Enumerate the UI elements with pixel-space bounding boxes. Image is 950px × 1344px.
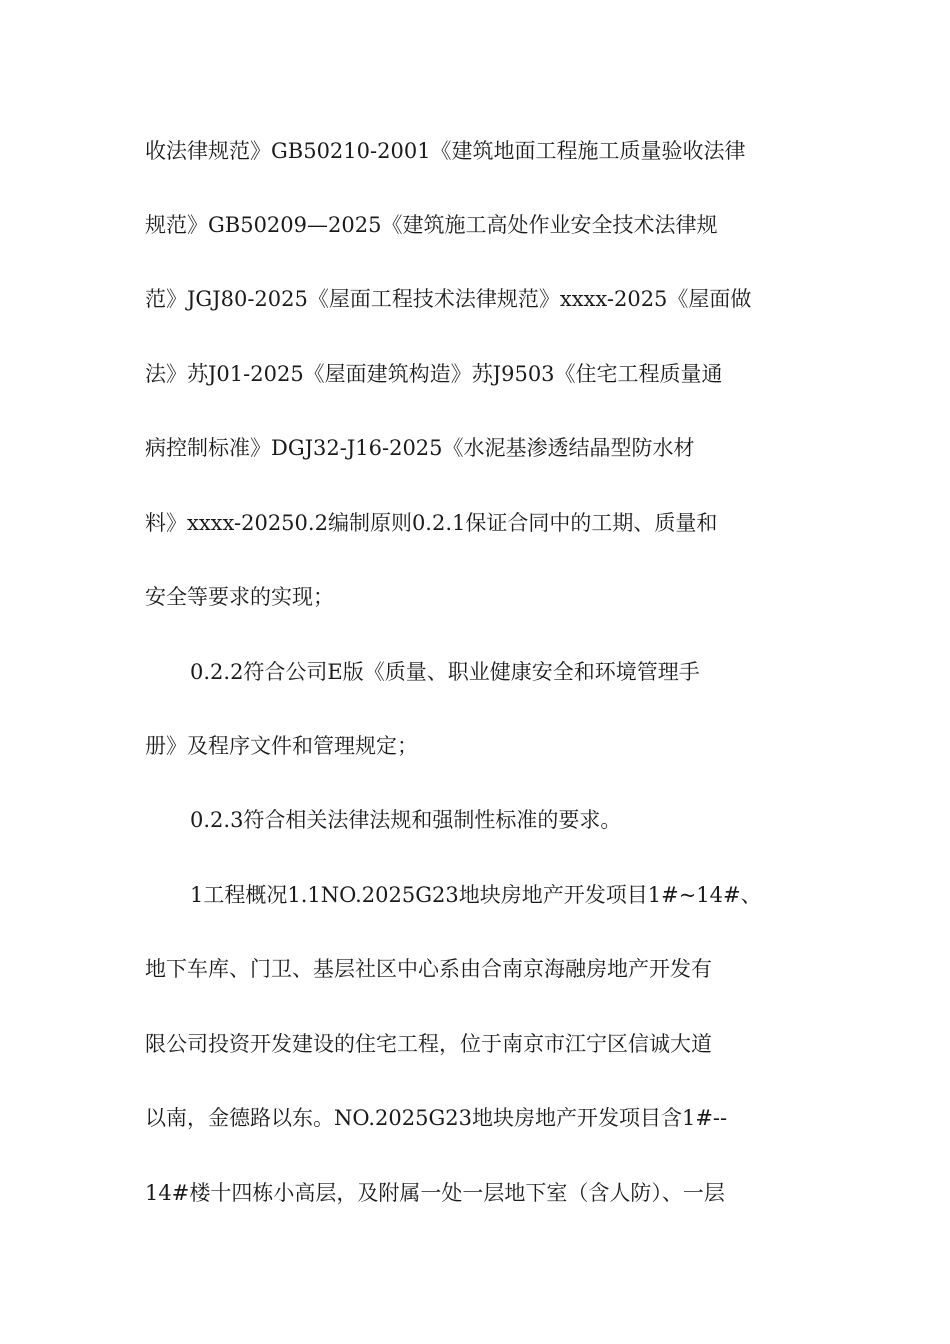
- text-line-1: 收法律规范》GB50210-2001《建筑地面工程施工质量验收法律: [145, 139, 746, 163]
- text-line-15: 14#楼十四栋小高层，及附属一处一层地下室（含人防）、一层: [145, 1181, 725, 1205]
- text-line-4: 法》苏J01-2025《屋面建筑构造》苏J9503《住宅工程质量通: [145, 362, 723, 386]
- text-line-5: 病控制标准》DGJ32-J16-2025《水泥基渗透结晶型防水材: [145, 436, 695, 460]
- text-line-10: 0.2.3符合相关法律法规和强制性标准的要求。: [190, 808, 622, 832]
- text-line-9: 册》及程序文件和管理规定；: [145, 734, 418, 758]
- text-line-14: 以南，金德路以东。NO.2025G23地块房地产开发项目含1#--: [145, 1106, 728, 1130]
- text-line-13: 限公司投资开发建设的住宅工程，位于南京市江宁区信诚大道: [145, 1032, 712, 1056]
- text-line-8: 0.2.2符合公司E版《质量、职业健康安全和环境管理手: [190, 660, 700, 684]
- text-line-11: 1工程概况1.1NO.2025G23地块房地产开发项目1#~14#、: [190, 883, 762, 907]
- text-line-6: 料》xxxx-20250.2编制原则0.2.1保证合同中的工期、质量和: [145, 511, 718, 535]
- text-line-2: 规范》GB50209—2025《建筑施工高处作业安全技术法律规: [145, 213, 718, 237]
- text-line-7: 安全等要求的实现；: [145, 585, 334, 609]
- text-line-12: 地下车库、门卫、基层社区中心系由合南京海融房地产开发有: [145, 957, 712, 981]
- text-line-3: 范》JGJ80-2025《屋面工程技术法律规范》xxxx-2025《屋面做: [145, 287, 752, 311]
